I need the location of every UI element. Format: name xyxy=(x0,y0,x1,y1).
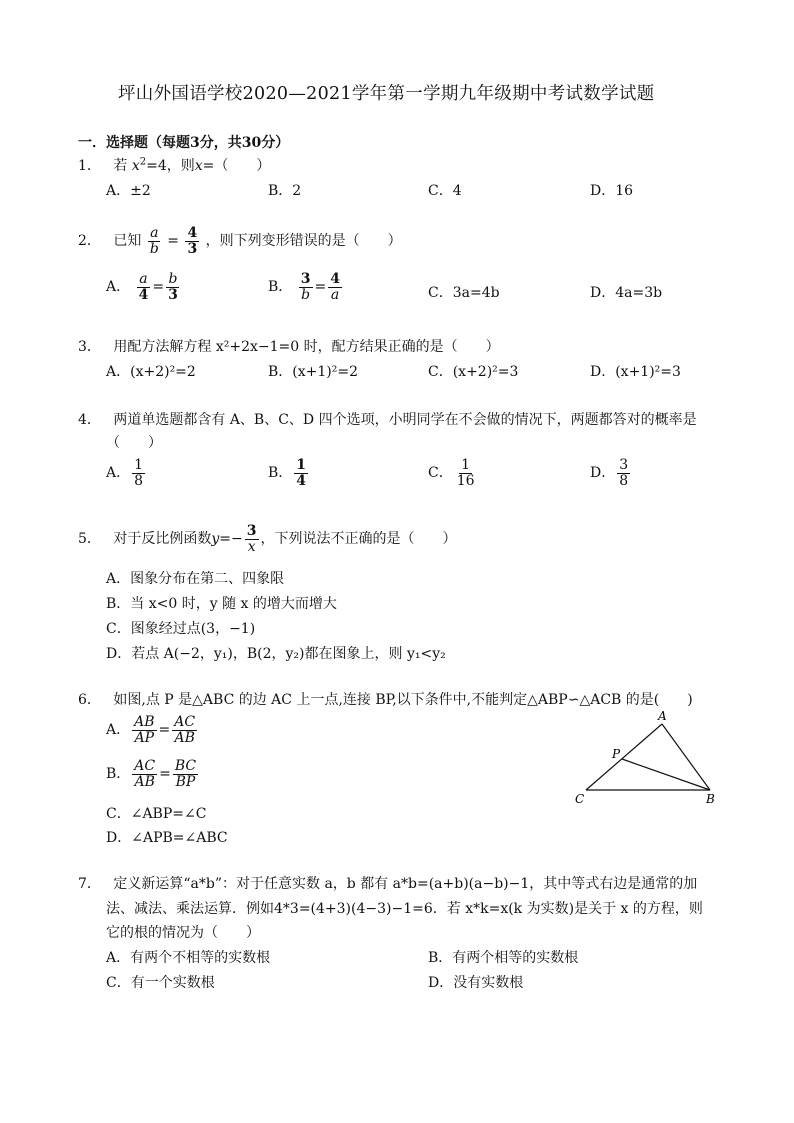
question-number: 3． xyxy=(78,339,101,355)
q1-option-d: D．16 xyxy=(590,183,634,199)
question-5: 5． 对于反比例函数y=− $\frac{3}{x}$ ，下列说法不正确的是（ ） xyxy=(78,523,457,555)
q6-option-d: D．∠APB=∠ABC xyxy=(106,830,228,846)
question-number: 4． xyxy=(78,412,101,428)
question-stem: 用配方法解方程 x²+2x−1=0 时，配方结果正确的是（ ） xyxy=(113,339,500,355)
question-3 xyxy=(78,336,500,356)
q2-option-a: A． $\frac{a}{4}$ = $\frac{b}{3}$ xyxy=(106,271,178,303)
q4-option-c: C． $\frac{1}{16}$ xyxy=(428,457,475,489)
q1-option-c: C．4 xyxy=(428,183,462,199)
segment-bp xyxy=(622,759,710,790)
q2-option-d: D．4a=3b xyxy=(590,285,663,301)
q5-option-b: B．当 x<0 时，y 随 x 的增大而增大 xyxy=(106,596,337,612)
question-stem: 如图,点 P 是△ABC 的边 AC 上一点,连接 BP,以下条件中,不能判定△ABP∽△ACB 的是( ) xyxy=(113,692,693,708)
question-2: 2． 已知 $\frac{a}{b}$ = $\frac{4}{3}$ ，则下列变形错误的是（ ） xyxy=(78,225,402,257)
q5-option-d: D．若点 A(−2，y₁)，B(2，y₂)都在图象上，则 y₁<y₂ xyxy=(106,646,446,662)
side-ab xyxy=(662,724,710,790)
q6-option-c: C．∠ABP=∠C xyxy=(106,806,207,822)
fraction-4-over-3: $\frac{4}{3}$ xyxy=(187,225,198,257)
q2-option-c: C．3a=4b xyxy=(428,285,500,301)
q7-option-c: C．有一个实数根 xyxy=(106,975,215,991)
q7-option-b: B．有两个相等的实数根 xyxy=(428,950,579,966)
q4-option-a: A． $\frac{1}{8}$ xyxy=(106,457,144,489)
question-stem: 若 $x^2=4$，则x=（ ） xyxy=(113,156,271,174)
q6-option-b: B． $\frac{AC}{AB}$ = $\frac{BC}{BP}$ xyxy=(106,758,197,790)
question-stem-line1: 定义新运算“a*b”：对于任意实数 a，b 都有 a*b=(a+b)(a−b)−1，其中等式右边是通常的加 xyxy=(113,876,698,892)
question-number: 6． xyxy=(78,692,101,708)
triangle-figure xyxy=(570,708,730,808)
question-number: 2． xyxy=(78,233,101,250)
q2-option-b: B． $\frac{3}{b}$ = $\frac{4}{a}$ xyxy=(268,271,340,303)
label-p: P xyxy=(612,747,621,761)
section-heading: 一．选择题（每题3分，共30分） xyxy=(78,135,290,151)
question-number: 7． xyxy=(78,876,101,892)
question-4-cont: （ ） xyxy=(106,435,162,451)
q7-option-a: A．有两个不相等的实数根 xyxy=(106,950,271,966)
question-4 xyxy=(78,409,697,429)
question-6 xyxy=(78,689,693,709)
question-stem-line3: 它的根的情况为（ ） xyxy=(106,925,260,941)
q3-option-c: C．(x+2)²=3 xyxy=(428,364,519,380)
q4-option-b: B． $\frac{1}{4}$ xyxy=(268,457,307,489)
question-number: 1． xyxy=(78,158,101,174)
label-b: B xyxy=(706,792,715,806)
q1-option-a: A．±2 xyxy=(106,183,151,199)
q7-option-d: D．没有实数根 xyxy=(428,975,524,991)
question-1 xyxy=(78,155,270,175)
q5-option-c: C．图象经过点(3，−1) xyxy=(106,621,256,637)
label-c: C xyxy=(575,792,585,806)
q3-option-a: A．(x+2)²=2 xyxy=(106,364,196,380)
q1-option-b: B．2 xyxy=(268,183,302,199)
question-stem: 两道单选题都含有 A、B、C、D 四个选项，小明同学在不会做的情况下，两题都答对的概率是 xyxy=(113,412,697,428)
page-title: 坪山外国语学校2020—2021学年第一学期九年级期中考试数学试题 xyxy=(118,84,655,104)
q6-option-a: A． $\frac{AB}{AP}$ = $\frac{AC}{AB}$ xyxy=(106,714,196,746)
side-ac xyxy=(586,724,662,790)
q4-option-d: D． $\frac{3}{8}$ xyxy=(590,457,629,489)
q3-option-d: D．(x+1)²=3 xyxy=(590,364,681,380)
question-7 xyxy=(78,873,697,893)
question-stem-line2: 法、减法、乘法运算．例如4*3=(4+3)(4−3)−1=6．若 x*k=x(k 为实数)是关于 x 的方程，则 xyxy=(106,901,703,917)
label-a: A xyxy=(658,709,667,723)
q5-option-a: A．图象分布在第二、四象限 xyxy=(106,571,285,587)
fraction-a-over-b: $\frac{a}{b}$ xyxy=(149,225,159,257)
q3-option-b: B．(x+1)²=2 xyxy=(268,364,358,380)
question-number: 5． xyxy=(78,531,101,548)
